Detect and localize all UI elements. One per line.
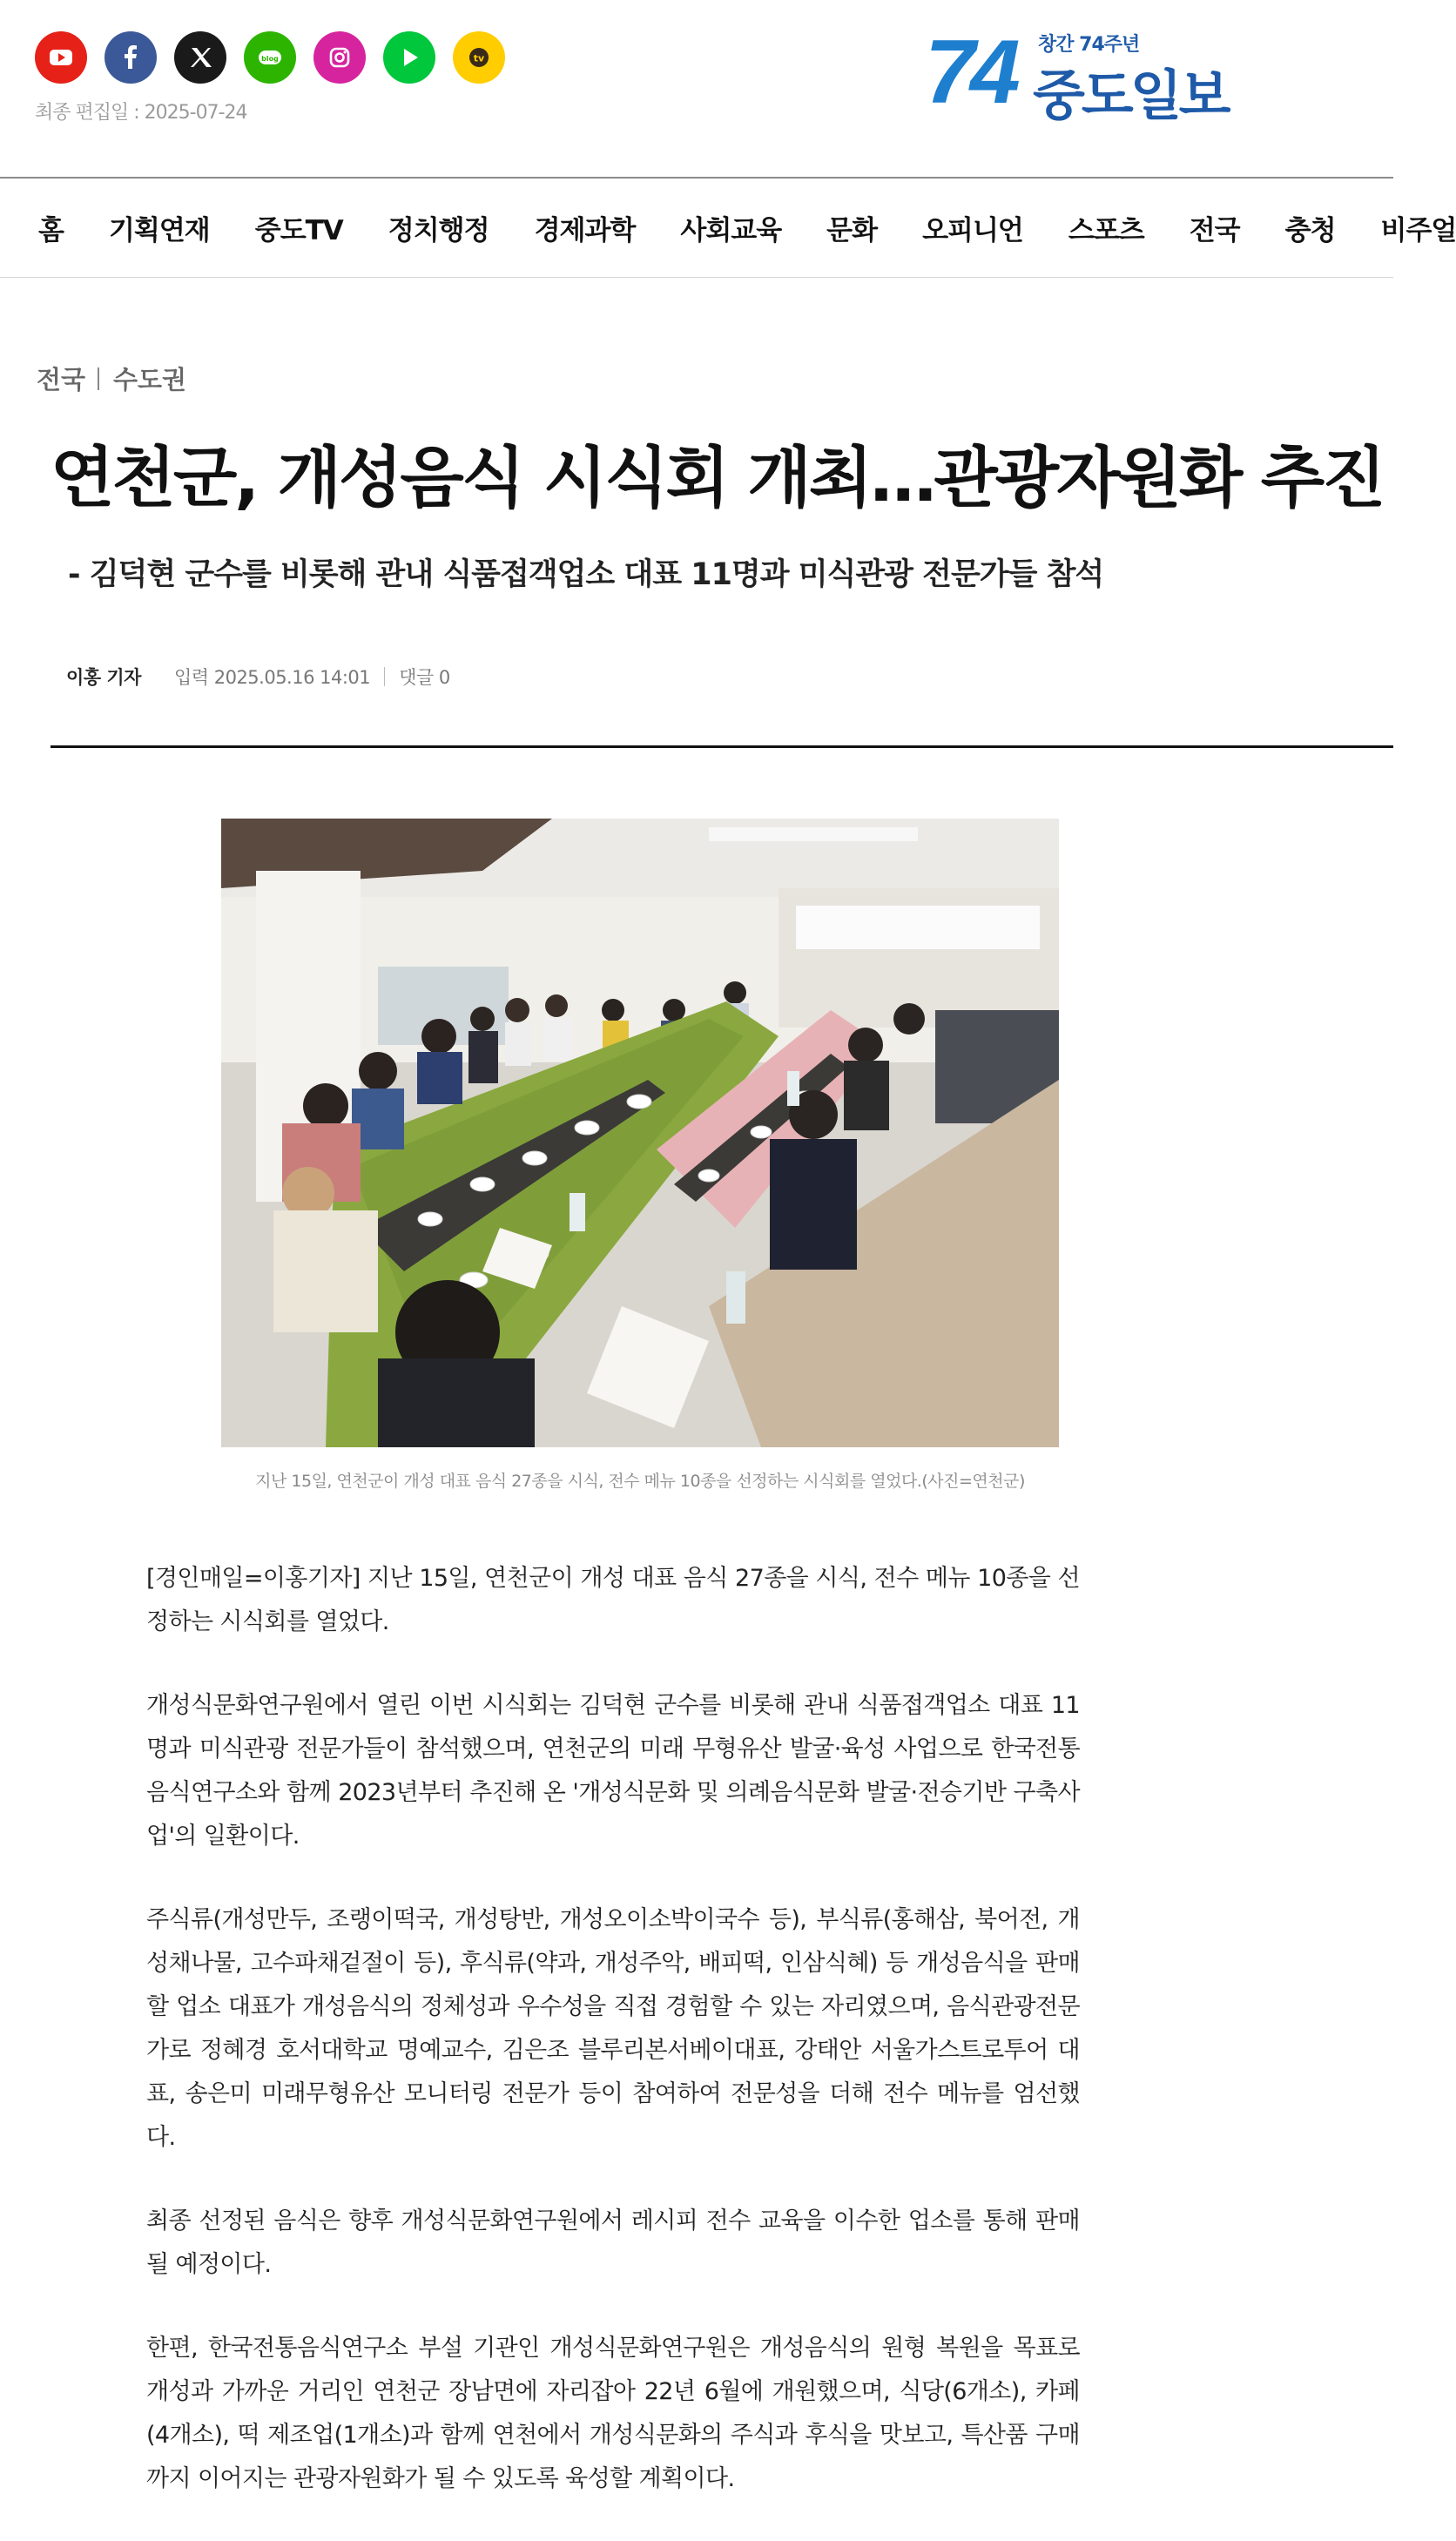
nav-item-features[interactable]: 기획연재 [108, 214, 210, 246]
article-paragraph: [경인매일=이홍기자] 지난 15일, 연천군이 개성 대표 음식 27종을 시식, 전수 메뉴 10종을 선정하는 시식회를 열었다. [146, 1565, 1080, 1635]
nav-item-home[interactable]: 홈 [38, 214, 64, 246]
article-body [146, 1557, 1080, 2541]
naver-tv-icon[interactable] [383, 31, 435, 84]
published-date: 입력 2025.05.16 14:01 [173, 667, 371, 688]
social-links [35, 31, 505, 84]
breadcrumb-section[interactable]: 전국 [37, 365, 86, 394]
x-icon[interactable] [174, 31, 226, 84]
headline-rule [51, 745, 1393, 748]
nav-item-society[interactable]: 사회교육 [680, 214, 782, 246]
instagram-icon[interactable] [313, 31, 366, 84]
article-paragraph: 한편, 한국전통음식연구소 부설 기관인 개성식문화연구원은 개성음식의 원형 복원을 목표로 개성과 가까운 거리인 연천군 장남면에 자리잡아 22년 6월에 개원했으며, 식당(6개소), 카페(4개소), 떡 제조업(1개소)과 함께 연천에서 개성식문화의 주식과 후식을 맛보고, 특산품 구매까지 이어지는 관광자원화가 될 수 있도록 육성할 계획이다. [146, 2335, 1080, 2492]
photo-tasting-event [221, 819, 1059, 1447]
svg-text:tv: tv [473, 52, 485, 64]
article-meta [66, 664, 450, 690]
site-header [0, 0, 1393, 178]
main-nav [0, 179, 1456, 276]
logo-number: 74 [925, 22, 1015, 123]
breadcrumb-divider [98, 367, 99, 390]
article-subhead: - 김덕현 군수를 비롯해 관내 식품접객업소 대표 11명과 미식관광 전문가들 참석 [68, 557, 1104, 592]
photo-caption: 지난 15일, 연천군이 개성 대표 음식 27종을 시식, 전수 메뉴 10종을 선정하는 시식회를 열었다.(사진=연천군) [255, 1472, 1025, 1491]
author-name: 이홍 기자 [66, 667, 141, 688]
article-paragraph: 개성식문화연구원에서 열린 이번 시식회는 김덕현 군수를 비롯해 관내 식품접객업소 대표 11명과 미식관광 전문가들이 참석했으며, 연천군의 미래 무형유산 발굴·육성 사업으로 한국전통음식연구소와 함께 2023년부터 추진해 온 '개성식문화 및 의례음식문화 발굴·전승기반 구축사업'의 일환이다. [146, 1692, 1080, 1850]
nav-item-economy[interactable]: 경제과학 [534, 214, 636, 246]
youtube-icon[interactable] [35, 31, 87, 84]
logo-anniversary: 창간 74주년 [1038, 34, 1140, 56]
svg-text:blog: blog [261, 55, 279, 63]
breadcrumb-subsection[interactable]: 수도권 [113, 365, 187, 394]
nav-item-sports[interactable]: 스포츠 [1068, 214, 1144, 246]
kakao-tv-icon[interactable] [453, 31, 505, 84]
article-photo[interactable] [221, 819, 1059, 1447]
facebook-icon[interactable] [104, 31, 157, 84]
nav-item-visual[interactable]: 비주얼 [1380, 214, 1456, 246]
nav-item-politics[interactable]: 정치행정 [388, 214, 489, 246]
nav-item-tv[interactable]: 중도TV [254, 214, 343, 246]
article-headline: 연천군, 개성음식 시식회 개최…관광자원화 추진 [51, 439, 1384, 516]
nav-item-chungcheong[interactable]: 충청 [1284, 214, 1336, 246]
article-paragraph: 최종 선정된 음식은 향후 개성식문화연구원에서 레시피 전수 교육을 이수한 업소를 통해 판매될 예정이다. [146, 2207, 1080, 2278]
logo-name: 중도일보 [1033, 64, 1228, 127]
meta-divider [384, 667, 385, 686]
nav-item-culture[interactable]: 문화 [826, 214, 878, 246]
site-logo[interactable] [925, 22, 1273, 127]
naver-blog-icon[interactable] [244, 31, 296, 84]
nav-item-opinion[interactable]: 오피니언 [922, 214, 1023, 246]
comment-count-link[interactable]: 댓글 0 [399, 667, 450, 688]
article-paragraph: 주식류(개성만두, 조랭이떡국, 개성탕반, 개성오이소박이국수 등), 부식류(홍해삼, 북어전, 개성채나물, 고수파채겉절이 등), 후식류(약과, 개성주악, 배피떡, 인삼식혜) 등 개성음식을 판매할 업소 대표가 개성음식의 정체성과 우수성을 직접 경험할 수 있는 자리였으며, 음식관광전문가로 정혜경 호서대학교 명예교수, 김은조 블루리본서베이대표, 강태안 서울가스트로투어 대표, 송은미 미래무형유산 모니터링 전문가 등이 참여하여 전문성을 더해 전수 메뉴를 엄선했다. [146, 1906, 1080, 2151]
last-updated: 최종 편집일 : 2025-07-24 [35, 102, 247, 124]
nav-item-national[interactable]: 전국 [1189, 214, 1240, 246]
breadcrumb [37, 361, 186, 396]
nav-divider-bottom [0, 277, 1393, 278]
